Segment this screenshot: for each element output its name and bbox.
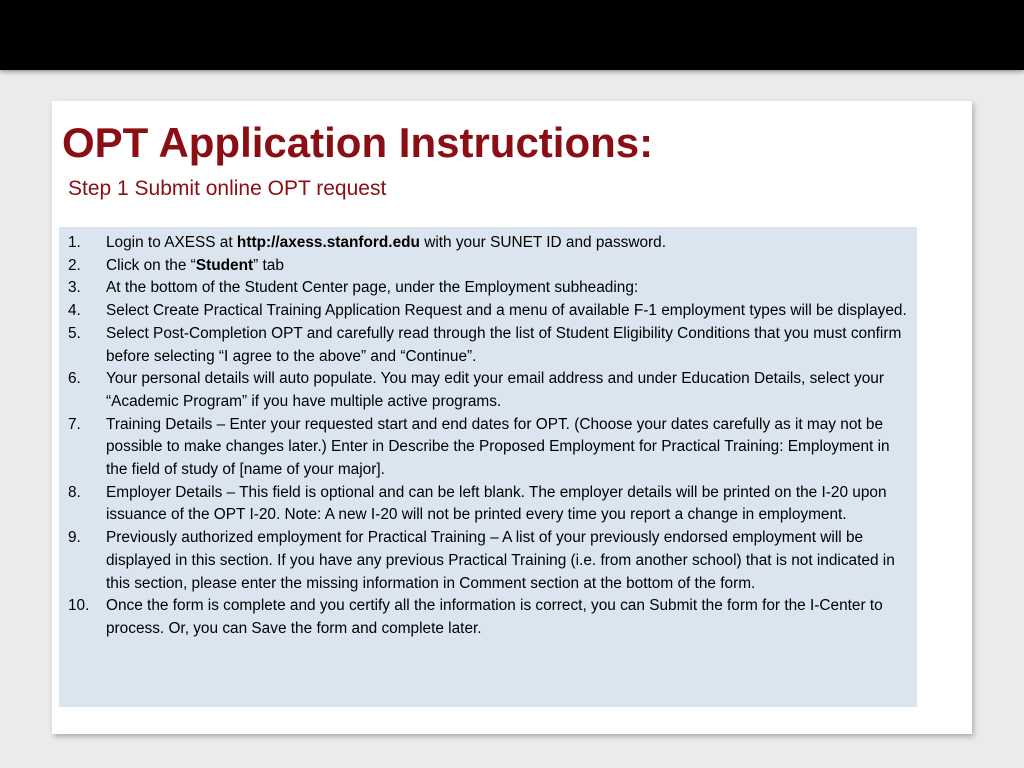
slide-subtitle: Step 1 Submit online OPT request: [68, 177, 387, 200]
step-text: Once the form is complete and you certify all the information is correct, you can Submit the form for the I-Center to process. Or, you can Save the form and complete later.: [106, 597, 883, 637]
step-number: 3.: [68, 279, 81, 297]
step-text: Select Post-Completion OPT and carefully read through the list of Student Eligibility Conditions that you must confirm before selecting “I agree to the above” and “Continue”.: [106, 324, 902, 365]
step-number: 4.: [68, 302, 81, 320]
step-number: 2.: [68, 256, 81, 274]
step-number: 9.: [68, 529, 81, 547]
step-item: [67, 482, 909, 527]
step-text-part: Login to AXESS at: [106, 234, 237, 251]
step-number: 5.: [68, 324, 81, 342]
axess-url: http://axess.stanford.edu: [236, 234, 420, 251]
step-text: Employer Details – This field is optional and can be left blank. The employer details will be printed on the I-20 upon issuance of the OPT I-20. Note: A new I-20 will not be printed every time you report a change in employment.: [106, 483, 887, 524]
step-number: 6.: [68, 370, 81, 388]
step-text: Your personal details will auto populate. You may edit your email address and under Education Details, select your “Academic Program” if you have multiple active programs.: [106, 370, 884, 410]
top-bar: [0, 0, 1024, 70]
step-text: [106, 257, 284, 274]
instructions-list: [67, 232, 909, 641]
step-number: 1.: [68, 234, 81, 251]
step-item: [67, 300, 909, 323]
step-item: [67, 595, 909, 640]
step-text: [106, 234, 666, 251]
step-text-part: with your SUNET ID and password.: [419, 234, 666, 251]
slide-title: OPT Application Instructions:: [62, 119, 654, 166]
step-number: 10.: [68, 597, 90, 615]
student-tab-name: Student: [195, 256, 254, 274]
step-item: [67, 414, 909, 482]
step-text: Training Details – Enter your requested start and end dates for OPT. (Choose your dates carefully as it may not be possible to make changes later.) Enter in Describe the Proposed Employment for Practical Training: Employment in the field of study of [name of your major].: [106, 415, 890, 479]
step-item: [67, 255, 909, 278]
step-item: [67, 232, 909, 255]
step-item: [67, 277, 909, 300]
step-item: [67, 527, 909, 595]
step-text-part: Click on the “: [106, 256, 196, 274]
step-text: At the bottom of the Student Center page, under the Employment subheading:: [106, 279, 639, 297]
step-item: [67, 368, 909, 413]
step-number: 8.: [68, 483, 81, 501]
step-text: Select Create Practical Training Application Request and a menu of available F-1 employment types will be displayed.: [106, 302, 907, 320]
instructions-panel: [59, 227, 917, 707]
step-item: [67, 323, 909, 368]
step-text-part: ” tab: [253, 256, 284, 274]
step-text: Previously authorized employment for Practical Training – A list of your previously endorsed employment will be displayed in this section. If you have any previous Practical Training (i.e. from another school) that is not indicated in this section, please enter the missing information in Comment section at the bottom of the form.: [106, 529, 895, 592]
step-number: 7.: [68, 415, 81, 433]
